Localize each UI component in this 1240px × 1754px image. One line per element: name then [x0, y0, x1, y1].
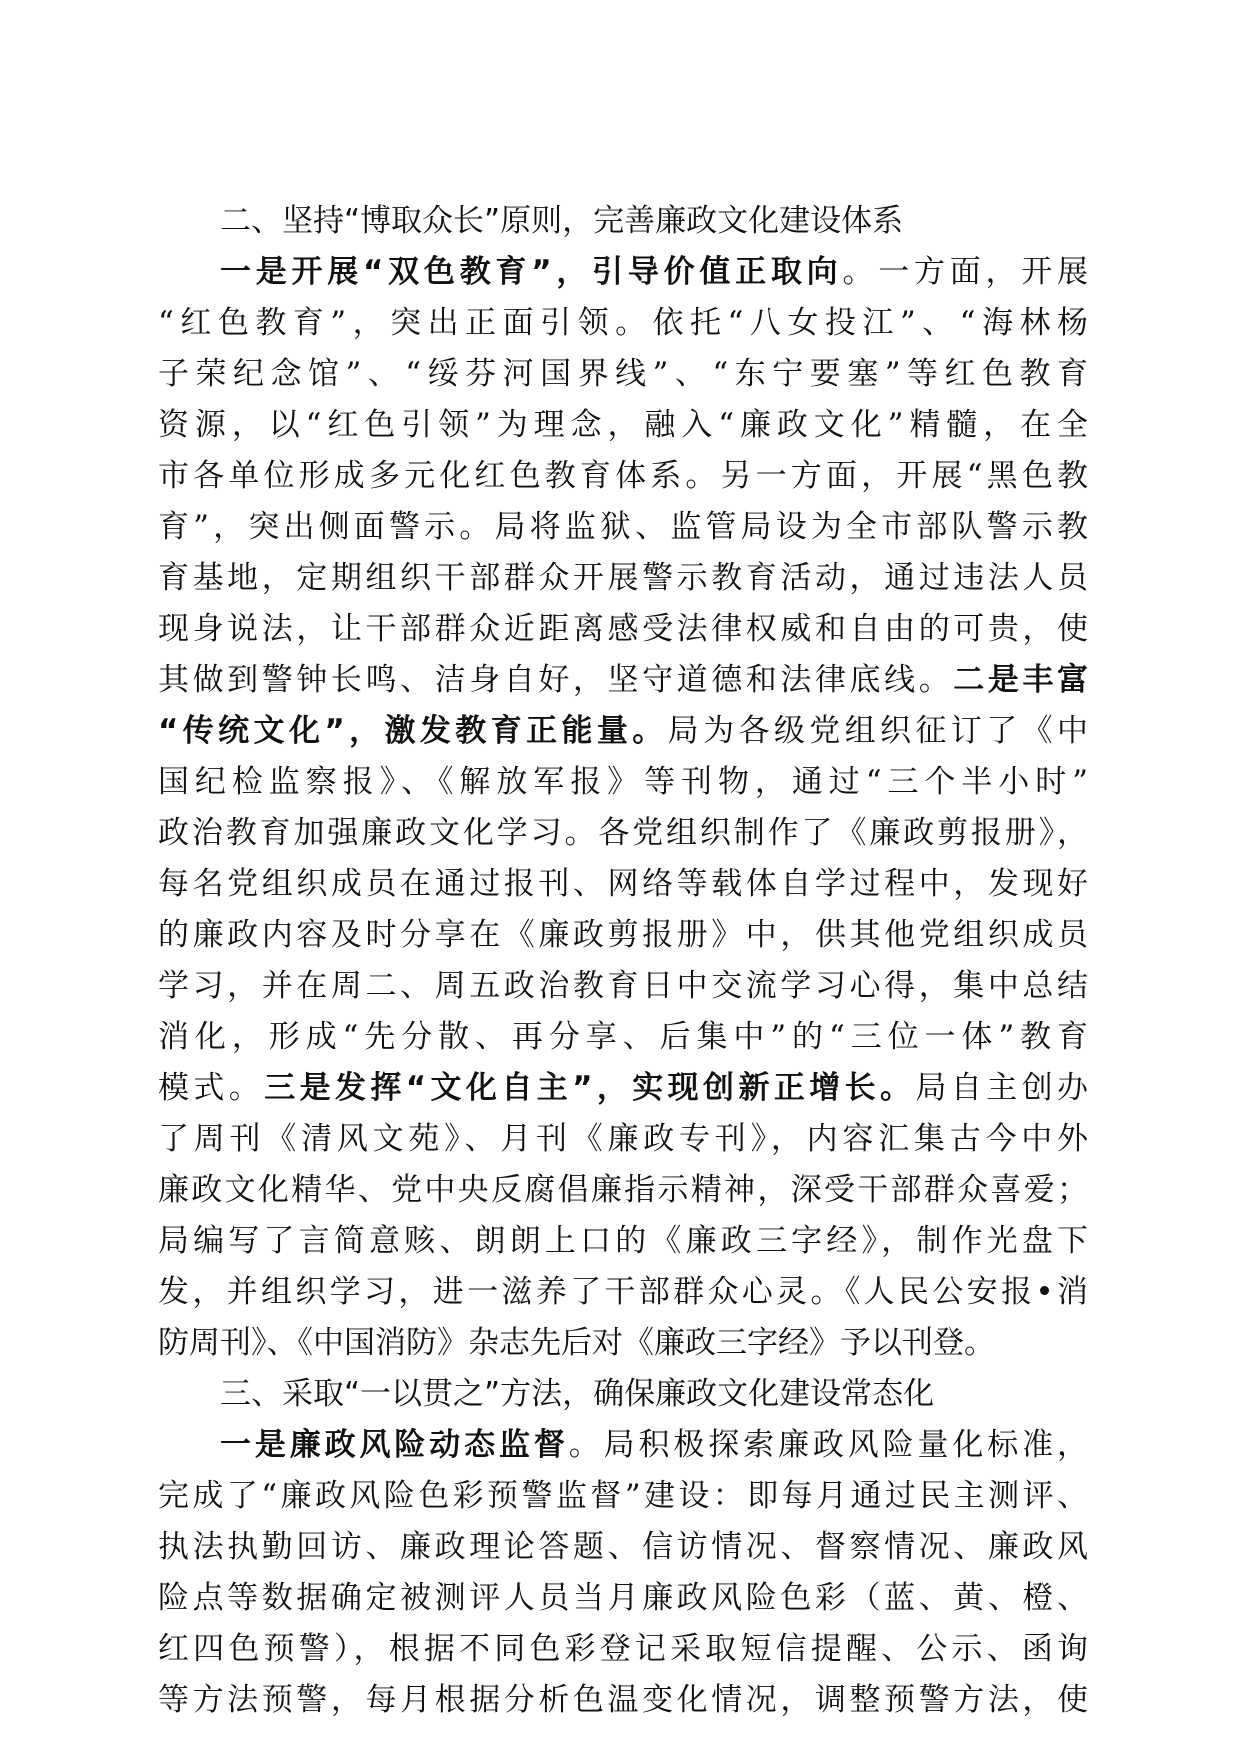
paragraph-line: 执法执勤回访、廉政理论答题、信访情况、督察情况、廉政风	[158, 1529, 1088, 1565]
paragraph-line: 发，并组织学习，进一滋养了干部群众心灵。《人民公安报•消	[158, 1274, 1088, 1310]
paragraph-line: 育”，突出侧面警示。局将监狱、监管局设为全市部队警示教	[158, 509, 1088, 545]
paragraph-line: 防周刊》、《中国消防》杂志先后对《廉政三字经》予以刊登。	[158, 1325, 995, 1361]
paragraph-line: 每名党组织成员在通过报刊、网络等载体自学过程中，发现好	[158, 866, 1088, 902]
paragraph-line: “红色教育”，突出正面引领。依托“八女投江”、“海林杨	[158, 305, 1088, 341]
paragraph-line: 等方法预警，每月根据分析色温变化情况，调整预警方法，使	[158, 1682, 1088, 1718]
paragraph-line: 子荣纪念馆”、“绥芬河国界线”、“东宁要塞”等红色教育	[158, 356, 1088, 392]
bold-lead: 三是发挥“文化自主”，实现创新正增长。	[264, 1070, 916, 1106]
paragraph-line: 政治教育加强廉政文化学习。各党组织制作了《廉政剪报册》，	[158, 815, 1088, 851]
paragraph-line: 市各单位形成多元化红色教育体系。另一方面，开展“黑色教	[158, 458, 1088, 494]
paragraph-line: 模式。三是发挥“文化自主”，实现创新正增长。局自主创办	[158, 1070, 1088, 1106]
bold-lead: 一是廉政风险动态监督	[220, 1427, 569, 1463]
bold-lead: 一是开展“双色教育”，引导价值正取向	[220, 254, 843, 290]
paragraph-line: 现身说法，让干部群众近距离感受法律权威和自由的可贵，使	[158, 611, 1088, 647]
paragraph-line: 了周刊《清风文苑》、月刊《廉政专刊》，内容汇集古今中外	[158, 1121, 1088, 1157]
bold-lead: “传统文化”，激发教育正能量。	[158, 713, 668, 749]
paragraph-line: 国纪检监察报》、《解放军报》等刊物，通过“三个半小时”	[158, 764, 1088, 800]
paragraph-line: 完成了“廉政风险色彩预警监督”建设：即每月通过民主测评、	[158, 1478, 1088, 1514]
paragraph-line: 局编写了言简意赅、朗朗上口的《廉政三字经》，制作光盘下	[158, 1223, 1088, 1259]
bold-lead: 二是丰富	[953, 662, 1088, 698]
paragraph-line: 的廉政内容及时分享在《廉政剪报册》中，供其他党组织成员	[158, 917, 1088, 953]
document-body	[158, 196, 1088, 1726]
section-heading-2: 二、坚持“博取众长”原则，完善廉政文化建设体系	[220, 203, 904, 239]
paragraph-line: 红四色预警），根据不同色彩登记采取短信提醒、公示、函询	[158, 1631, 1088, 1667]
paragraph-line: 一是廉政风险动态监督。局积极探索廉政风险量化标准，	[220, 1427, 1088, 1463]
paragraph-line: 资源，以“红色引领”为理念，融入“廉政文化”精髓，在全	[158, 407, 1088, 443]
paragraph-line: 育基地，定期组织干部群众开展警示教育活动，通过违法人员	[158, 560, 1088, 596]
paragraph-line: 廉政文化精华、党中央反腐倡廉指示精神，深受干部群众喜爱；	[158, 1172, 1088, 1208]
paragraph-line: 消化，形成“先分散、再分享、后集中”的“三位一体”教育	[158, 1019, 1088, 1055]
paragraph-line: 其做到警钟长鸣、洁身自好，坚守道德和法律底线。二是丰富	[158, 662, 1088, 698]
paragraph-line: “传统文化”，激发教育正能量。局为各级党组织征订了《中	[158, 713, 1088, 749]
paragraph-line: 一是开展“双色教育”，引导价值正取向。一方面，开展	[220, 254, 1088, 290]
paragraph-line: 学习，并在周二、周五政治教育日中交流学习心得，集中总结	[158, 968, 1088, 1004]
paragraph-line: 险点等数据确定被测评人员当月廉政风险色彩（蓝、黄、橙、	[158, 1580, 1088, 1616]
section-heading-3: 三、采取“一以贯之”方法，确保廉政文化建设常态化	[220, 1376, 935, 1412]
